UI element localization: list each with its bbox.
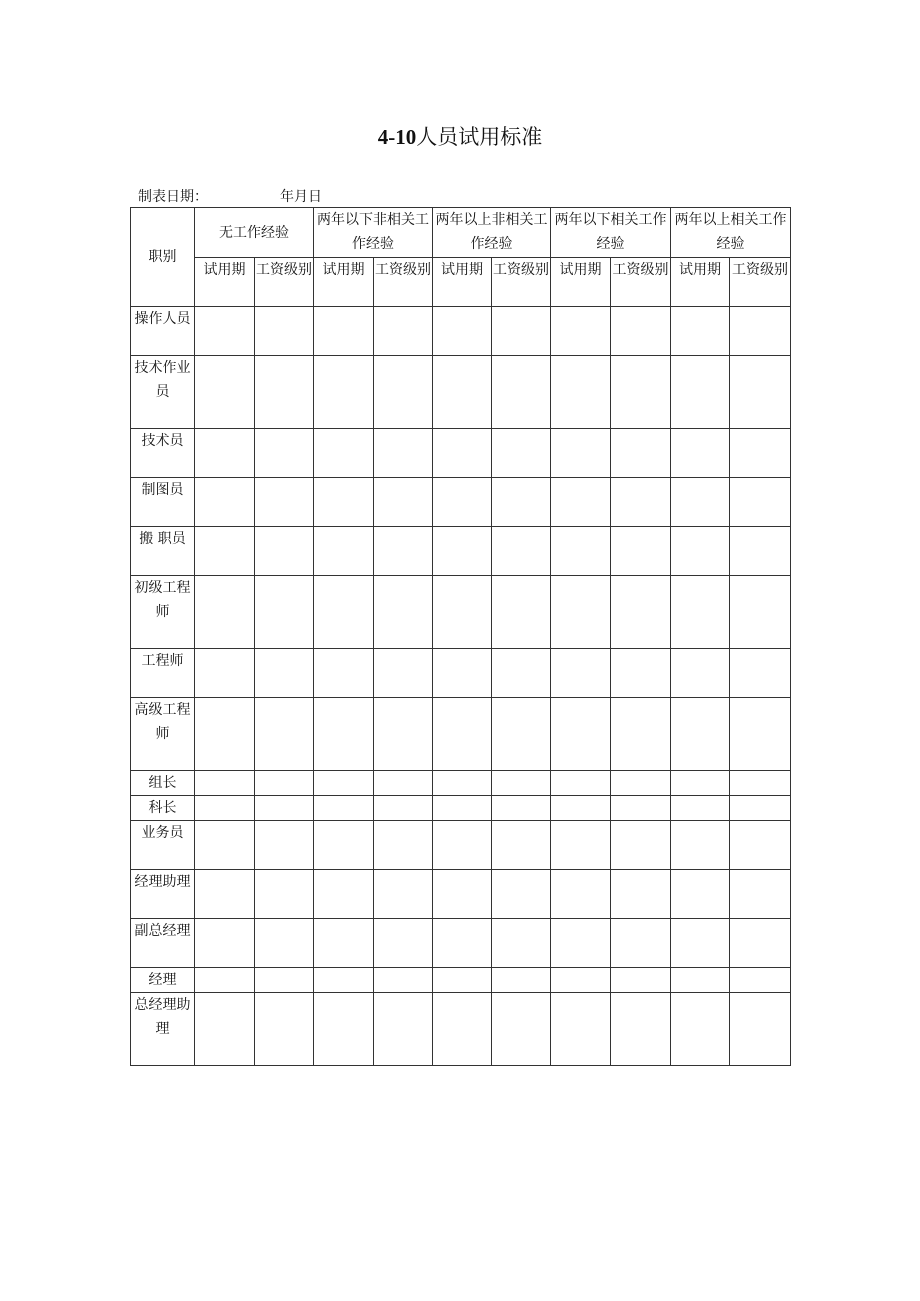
empty-cell — [314, 870, 374, 919]
header-group: 无工作经验 — [195, 208, 314, 258]
empty-cell — [551, 796, 611, 821]
empty-cell — [255, 919, 314, 968]
empty-cell — [730, 429, 791, 478]
empty-cell — [611, 356, 671, 429]
empty-cell — [551, 993, 611, 1066]
empty-cell — [492, 870, 551, 919]
empty-cell — [611, 576, 671, 649]
header-trial-period: 试用期 — [671, 258, 730, 307]
empty-cell — [255, 576, 314, 649]
table-row — [131, 307, 791, 356]
empty-cell — [195, 993, 255, 1066]
empty-cell — [730, 698, 791, 771]
empty-cell — [314, 821, 374, 870]
empty-cell — [255, 968, 314, 993]
empty-cell — [374, 698, 433, 771]
header-group: 两年以下相关工作经验 — [551, 208, 671, 258]
empty-cell — [314, 919, 374, 968]
job-title-cell: 副总经理 — [131, 919, 195, 968]
empty-cell — [611, 993, 671, 1066]
empty-cell — [492, 821, 551, 870]
empty-cell — [374, 821, 433, 870]
empty-cell — [671, 821, 730, 870]
empty-cell — [255, 821, 314, 870]
job-title-cell: 高级工程师 — [131, 698, 195, 771]
job-title-cell: 总经理助理 — [131, 993, 195, 1066]
empty-cell — [374, 771, 433, 796]
empty-cell — [433, 527, 492, 576]
empty-cell — [255, 429, 314, 478]
empty-cell — [195, 698, 255, 771]
empty-cell — [195, 649, 255, 698]
empty-cell — [433, 429, 492, 478]
empty-cell — [433, 649, 492, 698]
table-row — [131, 429, 791, 478]
empty-cell — [551, 698, 611, 771]
job-title-cell: 技术员 — [131, 429, 195, 478]
empty-cell — [374, 356, 433, 429]
empty-cell — [730, 796, 791, 821]
empty-cell — [730, 919, 791, 968]
empty-cell — [433, 919, 492, 968]
empty-cell — [195, 968, 255, 993]
empty-cell — [314, 307, 374, 356]
empty-cell — [255, 870, 314, 919]
header-trial-period: 试用期 — [433, 258, 492, 307]
empty-cell — [730, 356, 791, 429]
empty-cell — [730, 968, 791, 993]
date-units: 年月日 — [280, 189, 322, 205]
empty-cell — [671, 698, 730, 771]
empty-cell — [611, 649, 671, 698]
empty-cell — [195, 821, 255, 870]
empty-cell — [314, 993, 374, 1066]
empty-cell — [314, 429, 374, 478]
empty-cell — [255, 649, 314, 698]
header-salary-level: 工资级别 — [255, 258, 314, 307]
empty-cell — [551, 968, 611, 993]
empty-cell — [671, 919, 730, 968]
header-trial-period: 试用期 — [551, 258, 611, 307]
table-row — [131, 968, 791, 993]
empty-cell — [611, 870, 671, 919]
job-title-cell: 初级工程师 — [131, 576, 195, 649]
empty-cell — [551, 821, 611, 870]
empty-cell — [671, 429, 730, 478]
empty-cell — [671, 478, 730, 527]
empty-cell — [611, 307, 671, 356]
empty-cell — [492, 307, 551, 356]
empty-cell — [255, 771, 314, 796]
empty-cell — [551, 429, 611, 478]
job-title-cell: 经理助理 — [131, 870, 195, 919]
table-row — [131, 576, 791, 649]
empty-cell — [551, 356, 611, 429]
empty-cell — [314, 478, 374, 527]
empty-cell — [492, 919, 551, 968]
header-trial-period: 试用期 — [195, 258, 255, 307]
job-title-cell: 业务员 — [131, 821, 195, 870]
header-salary-level: 工资级别 — [492, 258, 551, 307]
page-title — [0, 122, 920, 152]
header-group: 两年以上非相关工作经验 — [433, 208, 551, 258]
empty-cell — [671, 576, 730, 649]
empty-cell — [551, 527, 611, 576]
empty-cell — [611, 698, 671, 771]
empty-cell — [611, 527, 671, 576]
empty-cell — [433, 968, 492, 993]
table-row — [131, 527, 791, 576]
empty-cell — [374, 527, 433, 576]
empty-cell — [492, 698, 551, 771]
empty-cell — [492, 771, 551, 796]
empty-cell — [314, 649, 374, 698]
empty-cell — [611, 919, 671, 968]
empty-cell — [255, 478, 314, 527]
empty-cell — [551, 307, 611, 356]
empty-cell — [433, 576, 492, 649]
date-line — [138, 187, 322, 207]
empty-cell — [551, 771, 611, 796]
empty-cell — [433, 821, 492, 870]
empty-cell — [492, 478, 551, 527]
empty-cell — [730, 576, 791, 649]
empty-cell — [433, 478, 492, 527]
empty-cell — [433, 698, 492, 771]
empty-cell — [671, 968, 730, 993]
empty-cell — [611, 429, 671, 478]
empty-cell — [611, 771, 671, 796]
empty-cell — [374, 307, 433, 356]
empty-cell — [671, 870, 730, 919]
empty-cell — [314, 698, 374, 771]
empty-cell — [492, 993, 551, 1066]
job-title-cell: 经理 — [131, 968, 195, 993]
empty-cell — [492, 649, 551, 698]
empty-cell — [195, 870, 255, 919]
empty-cell — [611, 968, 671, 993]
empty-cell — [551, 576, 611, 649]
header-salary-level: 工资级别 — [730, 258, 791, 307]
job-title-cell: 组长 — [131, 771, 195, 796]
table-row — [131, 821, 791, 870]
header-salary-level: 工资级别 — [611, 258, 671, 307]
table-row — [131, 649, 791, 698]
empty-cell — [611, 796, 671, 821]
empty-cell — [195, 429, 255, 478]
empty-cell — [551, 478, 611, 527]
empty-cell — [492, 796, 551, 821]
table-row — [131, 478, 791, 527]
empty-cell — [671, 649, 730, 698]
empty-cell — [374, 968, 433, 993]
empty-cell — [433, 796, 492, 821]
empty-cell — [611, 821, 671, 870]
empty-cell — [433, 307, 492, 356]
table-row — [131, 771, 791, 796]
date-label: 制表日期： — [138, 189, 208, 205]
empty-cell — [314, 356, 374, 429]
trial-standard-table — [130, 207, 791, 1066]
empty-cell — [195, 576, 255, 649]
job-title-cell: 制图员 — [131, 478, 195, 527]
title-number: 4-10 — [377, 125, 417, 149]
header-group: 两年以下非相关工作经验 — [314, 208, 433, 258]
empty-cell — [671, 527, 730, 576]
table-row — [131, 870, 791, 919]
empty-cell — [551, 919, 611, 968]
empty-cell — [551, 870, 611, 919]
empty-cell — [195, 527, 255, 576]
empty-cell — [255, 527, 314, 576]
empty-cell — [374, 919, 433, 968]
empty-cell — [671, 356, 730, 429]
empty-cell — [195, 796, 255, 821]
empty-cell — [730, 307, 791, 356]
job-title-cell: 搬 职员 — [131, 527, 195, 576]
empty-cell — [492, 429, 551, 478]
empty-cell — [314, 771, 374, 796]
empty-cell — [730, 649, 791, 698]
table-row — [131, 993, 791, 1066]
empty-cell — [255, 307, 314, 356]
empty-cell — [374, 796, 433, 821]
empty-cell — [195, 478, 255, 527]
empty-cell — [551, 649, 611, 698]
empty-cell — [195, 771, 255, 796]
header-role: 职别 — [131, 208, 195, 307]
title-text: 人员试用标准 — [416, 125, 543, 149]
empty-cell — [314, 576, 374, 649]
empty-cell — [255, 698, 314, 771]
empty-cell — [374, 993, 433, 1066]
empty-cell — [195, 919, 255, 968]
empty-cell — [433, 870, 492, 919]
empty-cell — [195, 307, 255, 356]
empty-cell — [671, 796, 730, 821]
job-title-cell: 技术作业员 — [131, 356, 195, 429]
table-row — [131, 796, 791, 821]
empty-cell — [255, 356, 314, 429]
empty-cell — [374, 870, 433, 919]
empty-cell — [374, 478, 433, 527]
empty-cell — [492, 968, 551, 993]
header-group: 两年以上相关工作经验 — [671, 208, 791, 258]
empty-cell — [671, 993, 730, 1066]
job-title-cell: 操作人员 — [131, 307, 195, 356]
empty-cell — [255, 993, 314, 1066]
empty-cell — [730, 478, 791, 527]
empty-cell — [671, 771, 730, 796]
empty-cell — [492, 576, 551, 649]
empty-cell — [314, 968, 374, 993]
job-title-cell: 工程师 — [131, 649, 195, 698]
header-salary-level: 工资级别 — [374, 258, 433, 307]
empty-cell — [730, 870, 791, 919]
empty-cell — [730, 821, 791, 870]
empty-cell — [314, 796, 374, 821]
empty-cell — [374, 576, 433, 649]
job-title-cell: 科长 — [131, 796, 195, 821]
empty-cell — [433, 771, 492, 796]
empty-cell — [314, 527, 374, 576]
empty-cell — [611, 478, 671, 527]
table-row — [131, 919, 791, 968]
empty-cell — [433, 356, 492, 429]
empty-cell — [730, 527, 791, 576]
table-row — [131, 356, 791, 429]
empty-cell — [730, 993, 791, 1066]
empty-cell — [195, 356, 255, 429]
header-trial-period: 试用期 — [314, 258, 374, 307]
empty-cell — [255, 796, 314, 821]
empty-cell — [374, 429, 433, 478]
empty-cell — [492, 527, 551, 576]
table-row — [131, 698, 791, 771]
empty-cell — [492, 356, 551, 429]
empty-cell — [374, 649, 433, 698]
empty-cell — [433, 993, 492, 1066]
empty-cell — [671, 307, 730, 356]
empty-cell — [730, 771, 791, 796]
